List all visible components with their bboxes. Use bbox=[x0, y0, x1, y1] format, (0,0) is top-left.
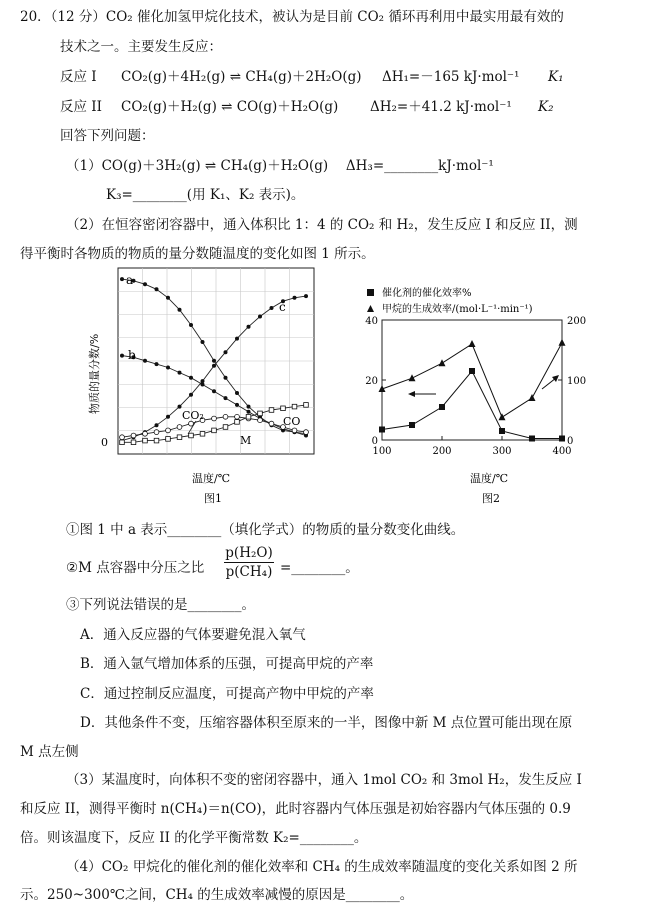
question-m-numerator: p(H₂O) bbox=[225, 545, 273, 561]
figure1-point-a bbox=[178, 308, 182, 312]
figure1-point-CO bbox=[200, 432, 205, 437]
figure1-point-c bbox=[155, 423, 159, 427]
figure1-point-b bbox=[155, 362, 159, 366]
part2-line1: （2）在恒容密闭容器中，通入体积比 1：4 的 CO₂ 和 H₂，发生反应 I 和反应 II，测 bbox=[66, 217, 578, 233]
figure2-yl-tick-label: 0 bbox=[371, 436, 378, 447]
figure2-point-square bbox=[559, 436, 565, 442]
figure2-arrow-left-head bbox=[408, 391, 415, 397]
reaction2-equation: CO₂(g)＋H₂(g) ⇌ CO(g)＋H₂O(g) bbox=[121, 99, 339, 115]
figure2-x-tick-label: 400 bbox=[552, 446, 572, 457]
figure1-point-c bbox=[258, 315, 262, 319]
figure2-lines bbox=[379, 339, 566, 442]
reaction1-enthalpy: ΔH₁=－165 kJ·mol⁻¹ bbox=[382, 69, 520, 85]
figure1-point-CO bbox=[235, 420, 240, 425]
figure1-point-b bbox=[235, 403, 239, 407]
figure1-point-CO₂ bbox=[177, 425, 182, 430]
figure1-point-CO₂ bbox=[258, 418, 263, 423]
figure1-point-CO bbox=[131, 440, 136, 445]
figure1-point-CO bbox=[246, 415, 251, 420]
figure1-point-a bbox=[235, 391, 239, 395]
figure1-point-CO bbox=[258, 411, 263, 416]
figure2-x-label: 温度/℃ bbox=[470, 472, 509, 485]
figure2-point-triangle bbox=[439, 359, 446, 366]
part4-line2: 示。250~300℃之间，CH₄ 的生成效率减慢的原因是________。 bbox=[20, 887, 414, 903]
figure1-point-c bbox=[235, 337, 239, 341]
part4-line1: （4）CO₂ 甲烷化的催化剂的催化效率和 CH₄ 的生成效率随温度的变化关系如图 2 所 bbox=[66, 859, 578, 875]
figure1-point-CO bbox=[154, 438, 159, 443]
question-m-fraction bbox=[224, 544, 274, 581]
figure2-yr-tick-label: 0 bbox=[567, 436, 574, 447]
part3-line3: 倍。则该温度下，反应 II 的化学平衡常数 K₂=________。 bbox=[20, 830, 368, 846]
figure1-point-a bbox=[189, 323, 193, 327]
figure1-point-CO bbox=[304, 403, 309, 408]
figure1-point-CO₂ bbox=[154, 430, 159, 435]
figure1-point-c bbox=[212, 364, 216, 368]
figure2-point-triangle bbox=[409, 374, 416, 381]
option-b: B．通入氩气增加体系的压强，可提高甲烷的产率 bbox=[80, 656, 374, 672]
part3-line1: （3）某温度时，向体积不变的密闭容器中，通入 1mol CO₂ 和 3mol H₂，发生反应 I bbox=[66, 772, 582, 788]
figure1-point-CO₂ bbox=[292, 428, 297, 433]
figure2-caption: 图2 bbox=[482, 492, 500, 505]
figure1-point-CO₂ bbox=[143, 431, 148, 436]
figure2-legend2: 甲烷的生成效率/(mol·L⁻¹·min⁻¹) bbox=[382, 304, 533, 315]
figure1-point-c bbox=[189, 393, 193, 397]
figure2-legend1-marker bbox=[367, 289, 374, 296]
figure1-point-b bbox=[120, 354, 124, 358]
figure1 bbox=[82, 264, 332, 508]
figure1-label-c: c bbox=[279, 300, 286, 314]
figure1-point-b bbox=[143, 359, 147, 363]
figure2-point-square bbox=[529, 436, 535, 442]
figure1-point-CO bbox=[281, 406, 286, 411]
reaction2-k: K₂ bbox=[538, 99, 554, 115]
figure1-point-CO₂ bbox=[212, 416, 217, 421]
figure1-point-a bbox=[212, 359, 216, 363]
figure1-point-CO₂ bbox=[223, 414, 228, 419]
figure1-point-CO₂ bbox=[131, 433, 136, 438]
figure2-legend2-marker bbox=[367, 305, 374, 312]
reaction1-label: 反应 I bbox=[60, 69, 97, 85]
figure2-ticks bbox=[365, 316, 586, 457]
figure1-point-a bbox=[201, 340, 205, 344]
figure2-point-square bbox=[379, 427, 385, 433]
figure1-point-b bbox=[189, 376, 193, 380]
option-c: C．通过控制反应温度，可提高产物中甲烷的产率 bbox=[80, 686, 374, 702]
figure1-point-c bbox=[293, 296, 297, 300]
figure1-point-a bbox=[247, 405, 251, 409]
question-wrong: ③下列说法错误的是________。 bbox=[66, 597, 255, 613]
figure1-point-c bbox=[178, 405, 182, 409]
question-a: ①图 1 中 a 表示________（填化学式）的物质的量分数变化曲线。 bbox=[66, 522, 465, 538]
figure1-point-CO₂ bbox=[235, 414, 240, 419]
figure2-arrow-right bbox=[542, 378, 556, 389]
figure1-point-CO bbox=[166, 437, 171, 442]
question-m-prefix: ②M 点容器中分压之比 bbox=[66, 560, 205, 576]
option-d-line2: M 点左侧 bbox=[20, 744, 79, 760]
figure2-yl-tick-label: 20 bbox=[365, 376, 378, 387]
figure2-point-square bbox=[409, 422, 415, 428]
answer-prompt: 回答下列问题： bbox=[60, 128, 155, 144]
figure2-point-triangle bbox=[559, 339, 566, 346]
question-m-suffix: =________。 bbox=[280, 560, 359, 576]
question-m-denominator: p(CH₄) bbox=[225, 564, 273, 580]
figure1-point-CO bbox=[143, 438, 148, 443]
option-a: A．通入反应器的气体要避免混入氧气 bbox=[80, 627, 306, 643]
figure1-label-a: a bbox=[126, 273, 134, 287]
figure2-x-tick-label: 300 bbox=[492, 446, 512, 457]
figure2-x-tick-label: 100 bbox=[372, 446, 392, 457]
figure1-point-CO bbox=[212, 428, 217, 433]
figure1-point-CO bbox=[269, 408, 274, 413]
figure2-point-triangle bbox=[499, 413, 506, 420]
figure1-y-zero: 0 bbox=[101, 436, 108, 449]
figure1-point-b bbox=[201, 383, 205, 387]
reaction2-enthalpy: ΔH₂=＋41.2 kJ·mol⁻¹ bbox=[370, 99, 512, 115]
part3-line2: 和反应 II，测得平衡时 n(CH₄)＝n(CO)，此时容器内气体压强是初始容器内气体压强的 0.9 bbox=[20, 801, 571, 817]
figure1-label-b: b bbox=[128, 348, 136, 362]
figure2-point-square bbox=[469, 368, 475, 374]
figure2-yr-tick-label: 100 bbox=[567, 376, 587, 387]
figure2-point-triangle bbox=[529, 394, 536, 401]
figure1-y-label: 物质的量分数/% bbox=[88, 333, 101, 414]
figure2-x-tick-label: 200 bbox=[432, 446, 452, 457]
figure2-yr-tick-label: 200 bbox=[567, 316, 587, 327]
figure1-caption: 图1 bbox=[204, 492, 222, 505]
question-intro-line1: 20．（12 分）CO₂ 催化加氢甲烷化技术，被认为是目前 CO₂ 循环再利用中最实用最有效的 bbox=[20, 9, 564, 25]
figure1-point-CO₂ bbox=[304, 430, 309, 435]
figure2 bbox=[360, 282, 592, 508]
figure1-point-c bbox=[201, 379, 205, 383]
part2-line2: 得平衡时各物质的物质的量分数随温度的变化如图 1 所示。 bbox=[20, 246, 375, 262]
figure2-point-square bbox=[439, 404, 445, 410]
figure1-point-CO bbox=[292, 404, 297, 409]
reaction1-equation: CO₂(g)＋4H₂(g) ⇌ CH₄(g)＋2H₂O(g) bbox=[121, 69, 362, 85]
figure1-point-CO₂ bbox=[120, 435, 125, 440]
figure2-point-triangle bbox=[469, 340, 476, 347]
figure1-label-co2: CO₂ bbox=[182, 409, 204, 422]
figure1-point-b bbox=[212, 389, 216, 393]
figure1-point-a bbox=[155, 287, 159, 291]
figure2-yl-tick-label: 40 bbox=[365, 316, 378, 327]
option-d-line1: D．其他条件不变，压缩容器体积至原来的一半，图像中新 M 点位置可能出现在原 bbox=[80, 715, 573, 731]
figure1-point-b bbox=[247, 410, 251, 414]
figure1-point-a bbox=[224, 376, 228, 380]
figure1-point-b bbox=[166, 366, 170, 370]
figure1-point-a bbox=[143, 282, 147, 286]
part1-line1: （1）CO(g)＋3H₂(g) ⇌ CH₄(g)＋H₂O(g) ΔH₃=________kJ·mol⁻¹ bbox=[66, 158, 494, 174]
figure1-point-a bbox=[120, 277, 124, 281]
figure1-point-b bbox=[224, 396, 228, 400]
figure1-point-c bbox=[270, 306, 274, 310]
figure2-legend1: 催化剂的催化效率% bbox=[382, 288, 472, 299]
question-intro-line2: 技术之一。主要发生反应： bbox=[60, 39, 222, 55]
reaction2-label: 反应 II bbox=[60, 99, 102, 115]
part1-line2: K₃=________(用 K₁、K₂ 表示)。 bbox=[106, 187, 305, 203]
figure1-point-CO bbox=[120, 440, 125, 445]
figure1-label-m: M bbox=[240, 434, 252, 447]
figure1-label-co: CO bbox=[283, 415, 301, 428]
figure1-point-CO bbox=[177, 435, 182, 440]
figure1-point-c bbox=[304, 294, 308, 298]
figure1-point-CO₂ bbox=[166, 428, 171, 433]
figure1-point-CO bbox=[223, 425, 228, 430]
figure2-point-square bbox=[499, 428, 505, 434]
figure1-point-CO bbox=[189, 433, 194, 438]
figure1-point-c bbox=[247, 325, 251, 329]
figure1-point-a bbox=[166, 296, 170, 300]
figure1-point-CO₂ bbox=[269, 421, 274, 426]
reaction1-k: K₁ bbox=[548, 69, 564, 85]
figure1-point-c bbox=[166, 415, 170, 419]
figure1-curve-CO bbox=[122, 405, 306, 442]
figure1-point-c bbox=[224, 350, 228, 354]
figure2-line-right bbox=[382, 343, 562, 417]
figure1-point-b bbox=[178, 371, 182, 375]
figure1-x-label: 温度/℃ bbox=[192, 472, 231, 485]
